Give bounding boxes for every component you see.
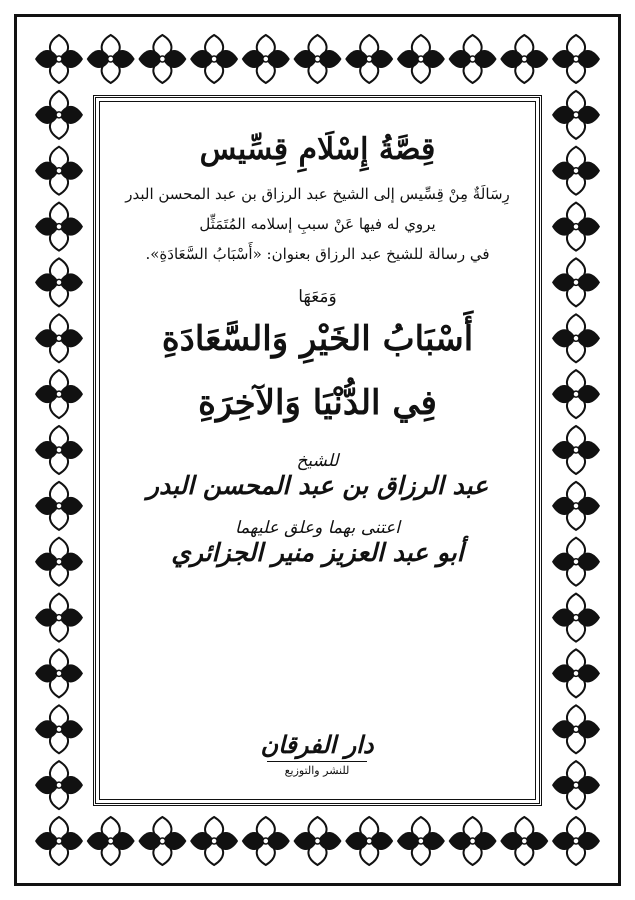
border-motif [35,761,83,809]
border-motif [35,817,83,865]
border-motif [345,817,393,865]
border-motif [397,35,445,83]
border-motif [552,35,600,83]
book-title: قِصَّةُ إِسْلَامِ قِسِّيس [199,132,436,167]
border-motif [242,817,290,865]
border-motif [552,649,600,697]
main-title-line-2: فِي الدُّنْيَا وَالآخِرَةِ [198,383,437,423]
border-motif [35,258,83,306]
border-motif [35,91,83,139]
subtitle-line-3: في رسالة للشيخ عبد الرزاق بعنوان: «أَسْبَابُ السَّعَادَةِ». [145,245,490,263]
border-motif [87,35,135,83]
subtitle-line-2: يروي له فيها عَنْ سببِ إسلامه المُتَمَثِّل [199,215,436,233]
border-motif [35,649,83,697]
edited-label: اعتنى بهما وعلق عليهما [235,518,400,538]
border-motif [35,35,83,83]
subtitle-line-1: رِسَالَةٌ مِنْ قِسِّيس إلى الشيخ عبد الرزاق بن عبد المحسن البدر [125,185,510,203]
publisher-name: دار الفرقان [260,730,374,759]
border-motif [35,705,83,753]
border-motif [35,147,83,195]
border-motif [552,594,600,642]
border-motif [552,538,600,586]
cover-content [110,130,525,567]
publisher-subtitle: للنشر والتوزيع [284,764,350,777]
main-title-line-1: أَسْبَابُ الخَيْرِ وَالسَّعَادَةِ [161,319,474,359]
border-motif [190,35,238,83]
border-motif [294,35,342,83]
border-motif [552,91,600,139]
border-motif [294,817,342,865]
border-motif [552,761,600,809]
border-motif [35,314,83,362]
border-motif [552,258,600,306]
editor-name: أبو عبد العزيز منير الجزائري [171,538,464,567]
border-motif [552,203,600,251]
border-motif [138,817,186,865]
border-motif [35,538,83,586]
border-motif [552,482,600,530]
by-label: للشيخ [296,451,339,471]
border-motif [552,370,600,418]
border-motif [35,594,83,642]
publisher-logo [217,730,417,777]
border-motif [552,426,600,474]
border-motif [35,203,83,251]
border-motif [449,817,497,865]
border-motif [345,35,393,83]
border-motif [397,817,445,865]
with-label: وَمَعَهَا [298,287,337,307]
border-motif [500,817,548,865]
border-motif [242,35,290,83]
border-motif [552,817,600,865]
border-motif [35,426,83,474]
border-motif [138,35,186,83]
border-motif [449,35,497,83]
border-motif [190,817,238,865]
border-motif [552,705,600,753]
border-motif [552,314,600,362]
publisher-divider [267,761,367,762]
border-motif [87,817,135,865]
border-motif [500,35,548,83]
border-motif [35,370,83,418]
author-name: عبد الرزاق بن عبد المحسن البدر [146,471,489,500]
border-motif [552,147,600,195]
border-motif [35,482,83,530]
